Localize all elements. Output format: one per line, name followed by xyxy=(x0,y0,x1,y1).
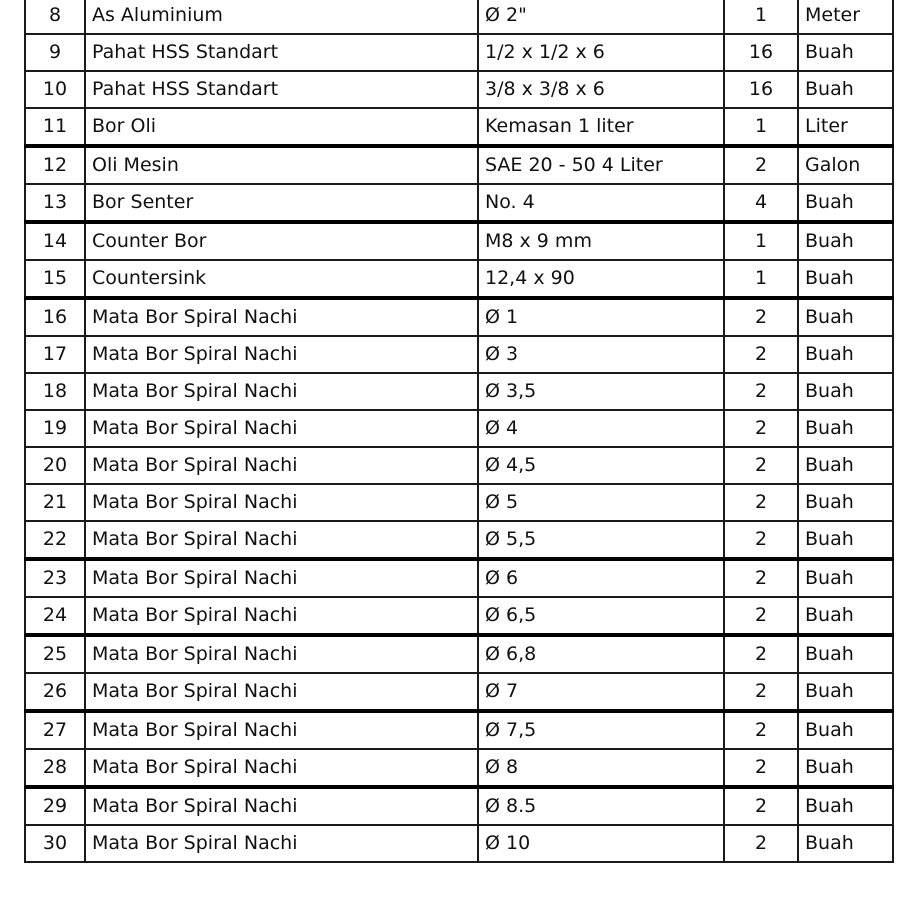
row-number-cell: 12 xyxy=(25,146,85,184)
table-row xyxy=(25,146,893,184)
item-unit-cell: Buah xyxy=(798,298,893,336)
item-unit-cell: Buah xyxy=(798,222,893,260)
item-unit-cell: Buah xyxy=(798,749,893,787)
item-unit-cell: Buah xyxy=(798,71,893,108)
item-quantity-cell: 1 xyxy=(724,0,798,34)
row-number-cell: 27 xyxy=(25,711,85,749)
item-table-body xyxy=(25,0,893,862)
item-name-cell: Mata Bor Spiral Nachi xyxy=(85,825,478,862)
table-row xyxy=(25,108,893,146)
row-number-cell: 10 xyxy=(25,71,85,108)
item-spec-cell: M8 x 9 mm xyxy=(478,222,724,260)
item-unit-cell: Buah xyxy=(798,336,893,373)
item-unit-cell: Buah xyxy=(798,673,893,711)
table-row xyxy=(25,298,893,336)
row-number-cell: 28 xyxy=(25,749,85,787)
item-unit-cell: Buah xyxy=(798,559,893,597)
item-spec-cell: Ø 5 xyxy=(478,484,724,521)
item-spec-cell: Ø 7 xyxy=(478,673,724,711)
item-name-cell: Mata Bor Spiral Nachi xyxy=(85,559,478,597)
row-number-cell: 20 xyxy=(25,447,85,484)
item-name-cell: Counter Bor xyxy=(85,222,478,260)
item-quantity-cell: 2 xyxy=(724,373,798,410)
item-unit-cell: Buah xyxy=(798,597,893,635)
row-number-cell: 18 xyxy=(25,373,85,410)
item-unit-cell: Buah xyxy=(798,711,893,749)
item-quantity-cell: 2 xyxy=(724,521,798,559)
item-table xyxy=(24,0,894,863)
item-spec-cell: 1/2 x 1/2 x 6 xyxy=(478,34,724,71)
item-name-cell: Pahat HSS Standart xyxy=(85,34,478,71)
item-spec-cell: Ø 8.5 xyxy=(478,787,724,825)
item-spec-cell: Ø 7,5 xyxy=(478,711,724,749)
table-row xyxy=(25,484,893,521)
item-quantity-cell: 16 xyxy=(724,71,798,108)
row-number-cell: 8 xyxy=(25,0,85,34)
item-spec-cell: Ø 5,5 xyxy=(478,521,724,559)
row-number-cell: 23 xyxy=(25,559,85,597)
table-row xyxy=(25,373,893,410)
item-name-cell: Mata Bor Spiral Nachi xyxy=(85,711,478,749)
row-number-cell: 24 xyxy=(25,597,85,635)
table-row xyxy=(25,521,893,559)
table-row xyxy=(25,71,893,108)
item-name-cell: Countersink xyxy=(85,260,478,298)
item-unit-cell: Meter xyxy=(798,0,893,34)
row-number-cell: 16 xyxy=(25,298,85,336)
row-number-cell: 9 xyxy=(25,34,85,71)
table-row xyxy=(25,597,893,635)
item-name-cell: Oli Mesin xyxy=(85,146,478,184)
item-unit-cell: Buah xyxy=(798,825,893,862)
item-spec-cell: Ø 4 xyxy=(478,410,724,447)
item-name-cell: Mata Bor Spiral Nachi xyxy=(85,749,478,787)
row-number-cell: 26 xyxy=(25,673,85,711)
item-name-cell: Mata Bor Spiral Nachi xyxy=(85,484,478,521)
item-name-cell: Bor Oli xyxy=(85,108,478,146)
item-spec-cell: Kemasan 1 liter xyxy=(478,108,724,146)
item-spec-cell: 3/8 x 3/8 x 6 xyxy=(478,71,724,108)
table-row xyxy=(25,559,893,597)
item-name-cell: Mata Bor Spiral Nachi xyxy=(85,298,478,336)
row-number-cell: 14 xyxy=(25,222,85,260)
item-quantity-cell: 2 xyxy=(724,673,798,711)
row-number-cell: 15 xyxy=(25,260,85,298)
item-quantity-cell: 1 xyxy=(724,222,798,260)
table-row xyxy=(25,787,893,825)
item-quantity-cell: 2 xyxy=(724,711,798,749)
table-row xyxy=(25,635,893,673)
table-row xyxy=(25,711,893,749)
item-spec-cell: Ø 6 xyxy=(478,559,724,597)
item-unit-cell: Liter xyxy=(798,108,893,146)
item-spec-cell: Ø 8 xyxy=(478,749,724,787)
item-unit-cell: Galon xyxy=(798,146,893,184)
item-spec-cell: No. 4 xyxy=(478,184,724,222)
item-quantity-cell: 2 xyxy=(724,749,798,787)
row-number-cell: 17 xyxy=(25,336,85,373)
item-spec-cell: Ø 4,5 xyxy=(478,447,724,484)
item-name-cell: Mata Bor Spiral Nachi xyxy=(85,521,478,559)
item-quantity-cell: 2 xyxy=(724,410,798,447)
item-unit-cell: Buah xyxy=(798,521,893,559)
item-name-cell: Mata Bor Spiral Nachi xyxy=(85,336,478,373)
row-number-cell: 22 xyxy=(25,521,85,559)
item-unit-cell: Buah xyxy=(798,34,893,71)
item-quantity-cell: 2 xyxy=(724,298,798,336)
item-name-cell: Bor Senter xyxy=(85,184,478,222)
item-name-cell: Mata Bor Spiral Nachi xyxy=(85,410,478,447)
item-unit-cell: Buah xyxy=(798,260,893,298)
item-unit-cell: Buah xyxy=(798,635,893,673)
item-quantity-cell: 2 xyxy=(724,559,798,597)
item-name-cell: Mata Bor Spiral Nachi xyxy=(85,787,478,825)
item-spec-cell: Ø 3,5 xyxy=(478,373,724,410)
item-quantity-cell: 2 xyxy=(724,787,798,825)
item-quantity-cell: 2 xyxy=(724,597,798,635)
item-spec-cell: 12,4 x 90 xyxy=(478,260,724,298)
row-number-cell: 19 xyxy=(25,410,85,447)
item-spec-cell: Ø 2" xyxy=(478,0,724,34)
table-row xyxy=(25,0,893,34)
table-row xyxy=(25,34,893,71)
item-unit-cell: Buah xyxy=(798,410,893,447)
item-name-cell: Pahat HSS Standart xyxy=(85,71,478,108)
item-name-cell: As Aluminium xyxy=(85,0,478,34)
item-quantity-cell: 4 xyxy=(724,184,798,222)
item-spec-cell: Ø 6,5 xyxy=(478,597,724,635)
item-quantity-cell: 2 xyxy=(724,484,798,521)
table-row xyxy=(25,184,893,222)
table-row xyxy=(25,222,893,260)
item-unit-cell: Buah xyxy=(798,184,893,222)
table-row xyxy=(25,410,893,447)
item-name-cell: Mata Bor Spiral Nachi xyxy=(85,447,478,484)
item-name-cell: Mata Bor Spiral Nachi xyxy=(85,373,478,410)
item-unit-cell: Buah xyxy=(798,787,893,825)
table-row xyxy=(25,336,893,373)
table-row xyxy=(25,749,893,787)
row-number-cell: 11 xyxy=(25,108,85,146)
item-quantity-cell: 1 xyxy=(724,108,798,146)
item-quantity-cell: 2 xyxy=(724,825,798,862)
item-name-cell: Mata Bor Spiral Nachi xyxy=(85,673,478,711)
item-unit-cell: Buah xyxy=(798,484,893,521)
item-unit-cell: Buah xyxy=(798,373,893,410)
item-unit-cell: Buah xyxy=(798,447,893,484)
item-quantity-cell: 2 xyxy=(724,146,798,184)
item-spec-cell: Ø 10 xyxy=(478,825,724,862)
item-spec-cell: Ø 6,8 xyxy=(478,635,724,673)
item-quantity-cell: 2 xyxy=(724,447,798,484)
item-quantity-cell: 2 xyxy=(724,635,798,673)
item-quantity-cell: 16 xyxy=(724,34,798,71)
item-quantity-cell: 1 xyxy=(724,260,798,298)
row-number-cell: 29 xyxy=(25,787,85,825)
row-number-cell: 21 xyxy=(25,484,85,521)
row-number-cell: 13 xyxy=(25,184,85,222)
row-number-cell: 30 xyxy=(25,825,85,862)
item-spec-cell: Ø 3 xyxy=(478,336,724,373)
table-row xyxy=(25,673,893,711)
item-name-cell: Mata Bor Spiral Nachi xyxy=(85,597,478,635)
table-row xyxy=(25,260,893,298)
table-row xyxy=(25,825,893,862)
item-spec-cell: Ø 1 xyxy=(478,298,724,336)
item-spec-cell: SAE 20 - 50 4 Liter xyxy=(478,146,724,184)
row-number-cell: 25 xyxy=(25,635,85,673)
item-name-cell: Mata Bor Spiral Nachi xyxy=(85,635,478,673)
table-row xyxy=(25,447,893,484)
item-quantity-cell: 2 xyxy=(724,336,798,373)
